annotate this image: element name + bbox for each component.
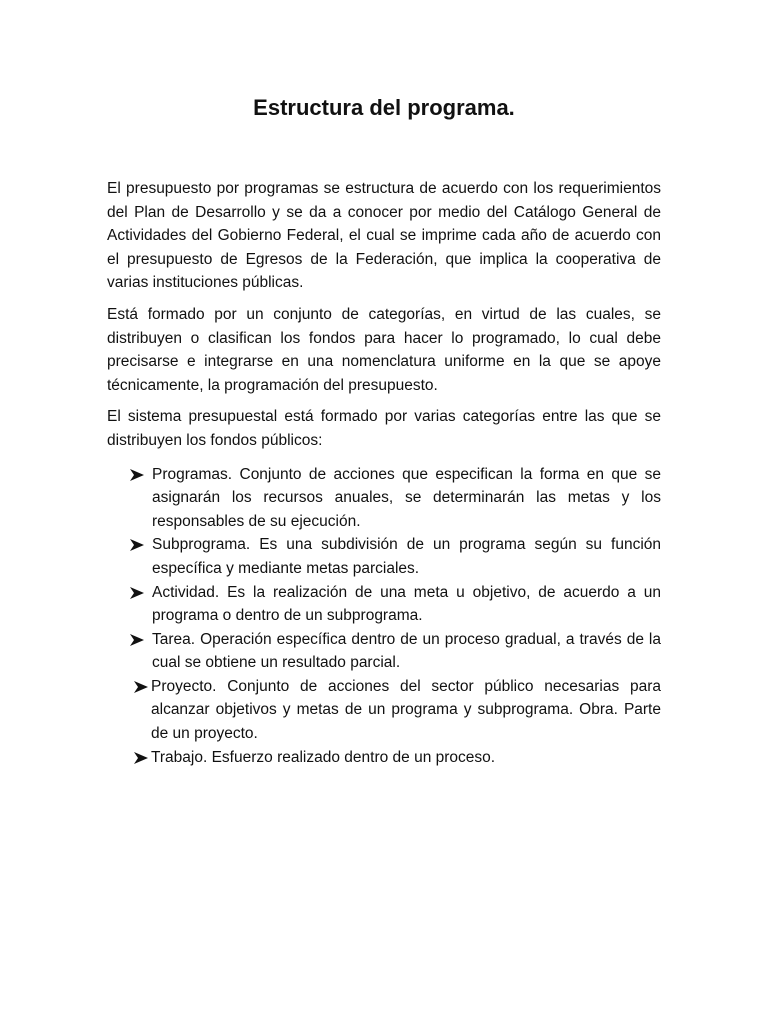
arrowhead-bullet-icon: [129, 538, 145, 552]
list-item-text: Tarea. Operación específica dentro de un proceso gradual, a través de la cual se obtiene un resultado parcial.: [152, 630, 661, 672]
arrowhead-bullet-icon: [133, 751, 149, 765]
arrowhead-bullet-icon: [129, 586, 145, 600]
list-item: [107, 463, 661, 534]
paragraph: Está formado por un conjunto de categorías, en virtud de las cuales, se distribuyen o clasifican los fondos para hacer lo programado, lo cual debe precisarse e integrarse en una nomenclatura uniforme en la que se apoye técnicamente, la programación del presupuesto.: [107, 305, 661, 394]
list-item: [107, 746, 661, 770]
list-item-text: Subprograma. Es una subdivisión de un programa según su función específica y mediante metas parciales.: [152, 536, 661, 577]
page-title: Estructura del programa.: [253, 95, 515, 120]
list-item: [107, 533, 661, 580]
list-item: [107, 675, 661, 746]
list-item: [107, 628, 661, 675]
paragraph: El presupuesto por programas se estructura de acuerdo con los requerimientos del Plan de Desarrollo y se da a conocer por medio del Catálogo General de Actividades del Gobierno Federal, el cual se imprime cada año de acuerdo con el presupuesto de Egresos de la Federación, que implica la cooperativa de varias instituciones públicas.: [107, 180, 661, 292]
document-body: [107, 177, 661, 769]
list-item-text: Actividad. Es la realización de una meta u objetivo, de acuerdo a un programa o dentro de un subprograma.: [152, 583, 661, 625]
paragraph: El sistema presupuestal está formado por varias categorías entre las que se distribuyen los fondos públicos:: [107, 408, 661, 449]
list-item-text: Programas. Conjunto de acciones que especifican la forma en que se asignarán los recursos anuales, se determinarán las metas y los responsables de su ejecución.: [152, 465, 661, 530]
list-item: [107, 581, 661, 628]
arrowhead-bullet-icon: [129, 633, 145, 647]
category-list: [107, 463, 661, 770]
arrowhead-bullet-icon: [129, 468, 145, 482]
arrowhead-bullet-icon: [133, 680, 149, 694]
list-item-text: Trabajo. Esfuerzo realizado dentro de un proceso.: [151, 748, 496, 766]
list-item-text: Proyecto. Conjunto de acciones del sector público necesarias para alcanzar objetivos y metas de un programa y subprograma. Obra. Parte de un proyecto.: [151, 677, 661, 743]
